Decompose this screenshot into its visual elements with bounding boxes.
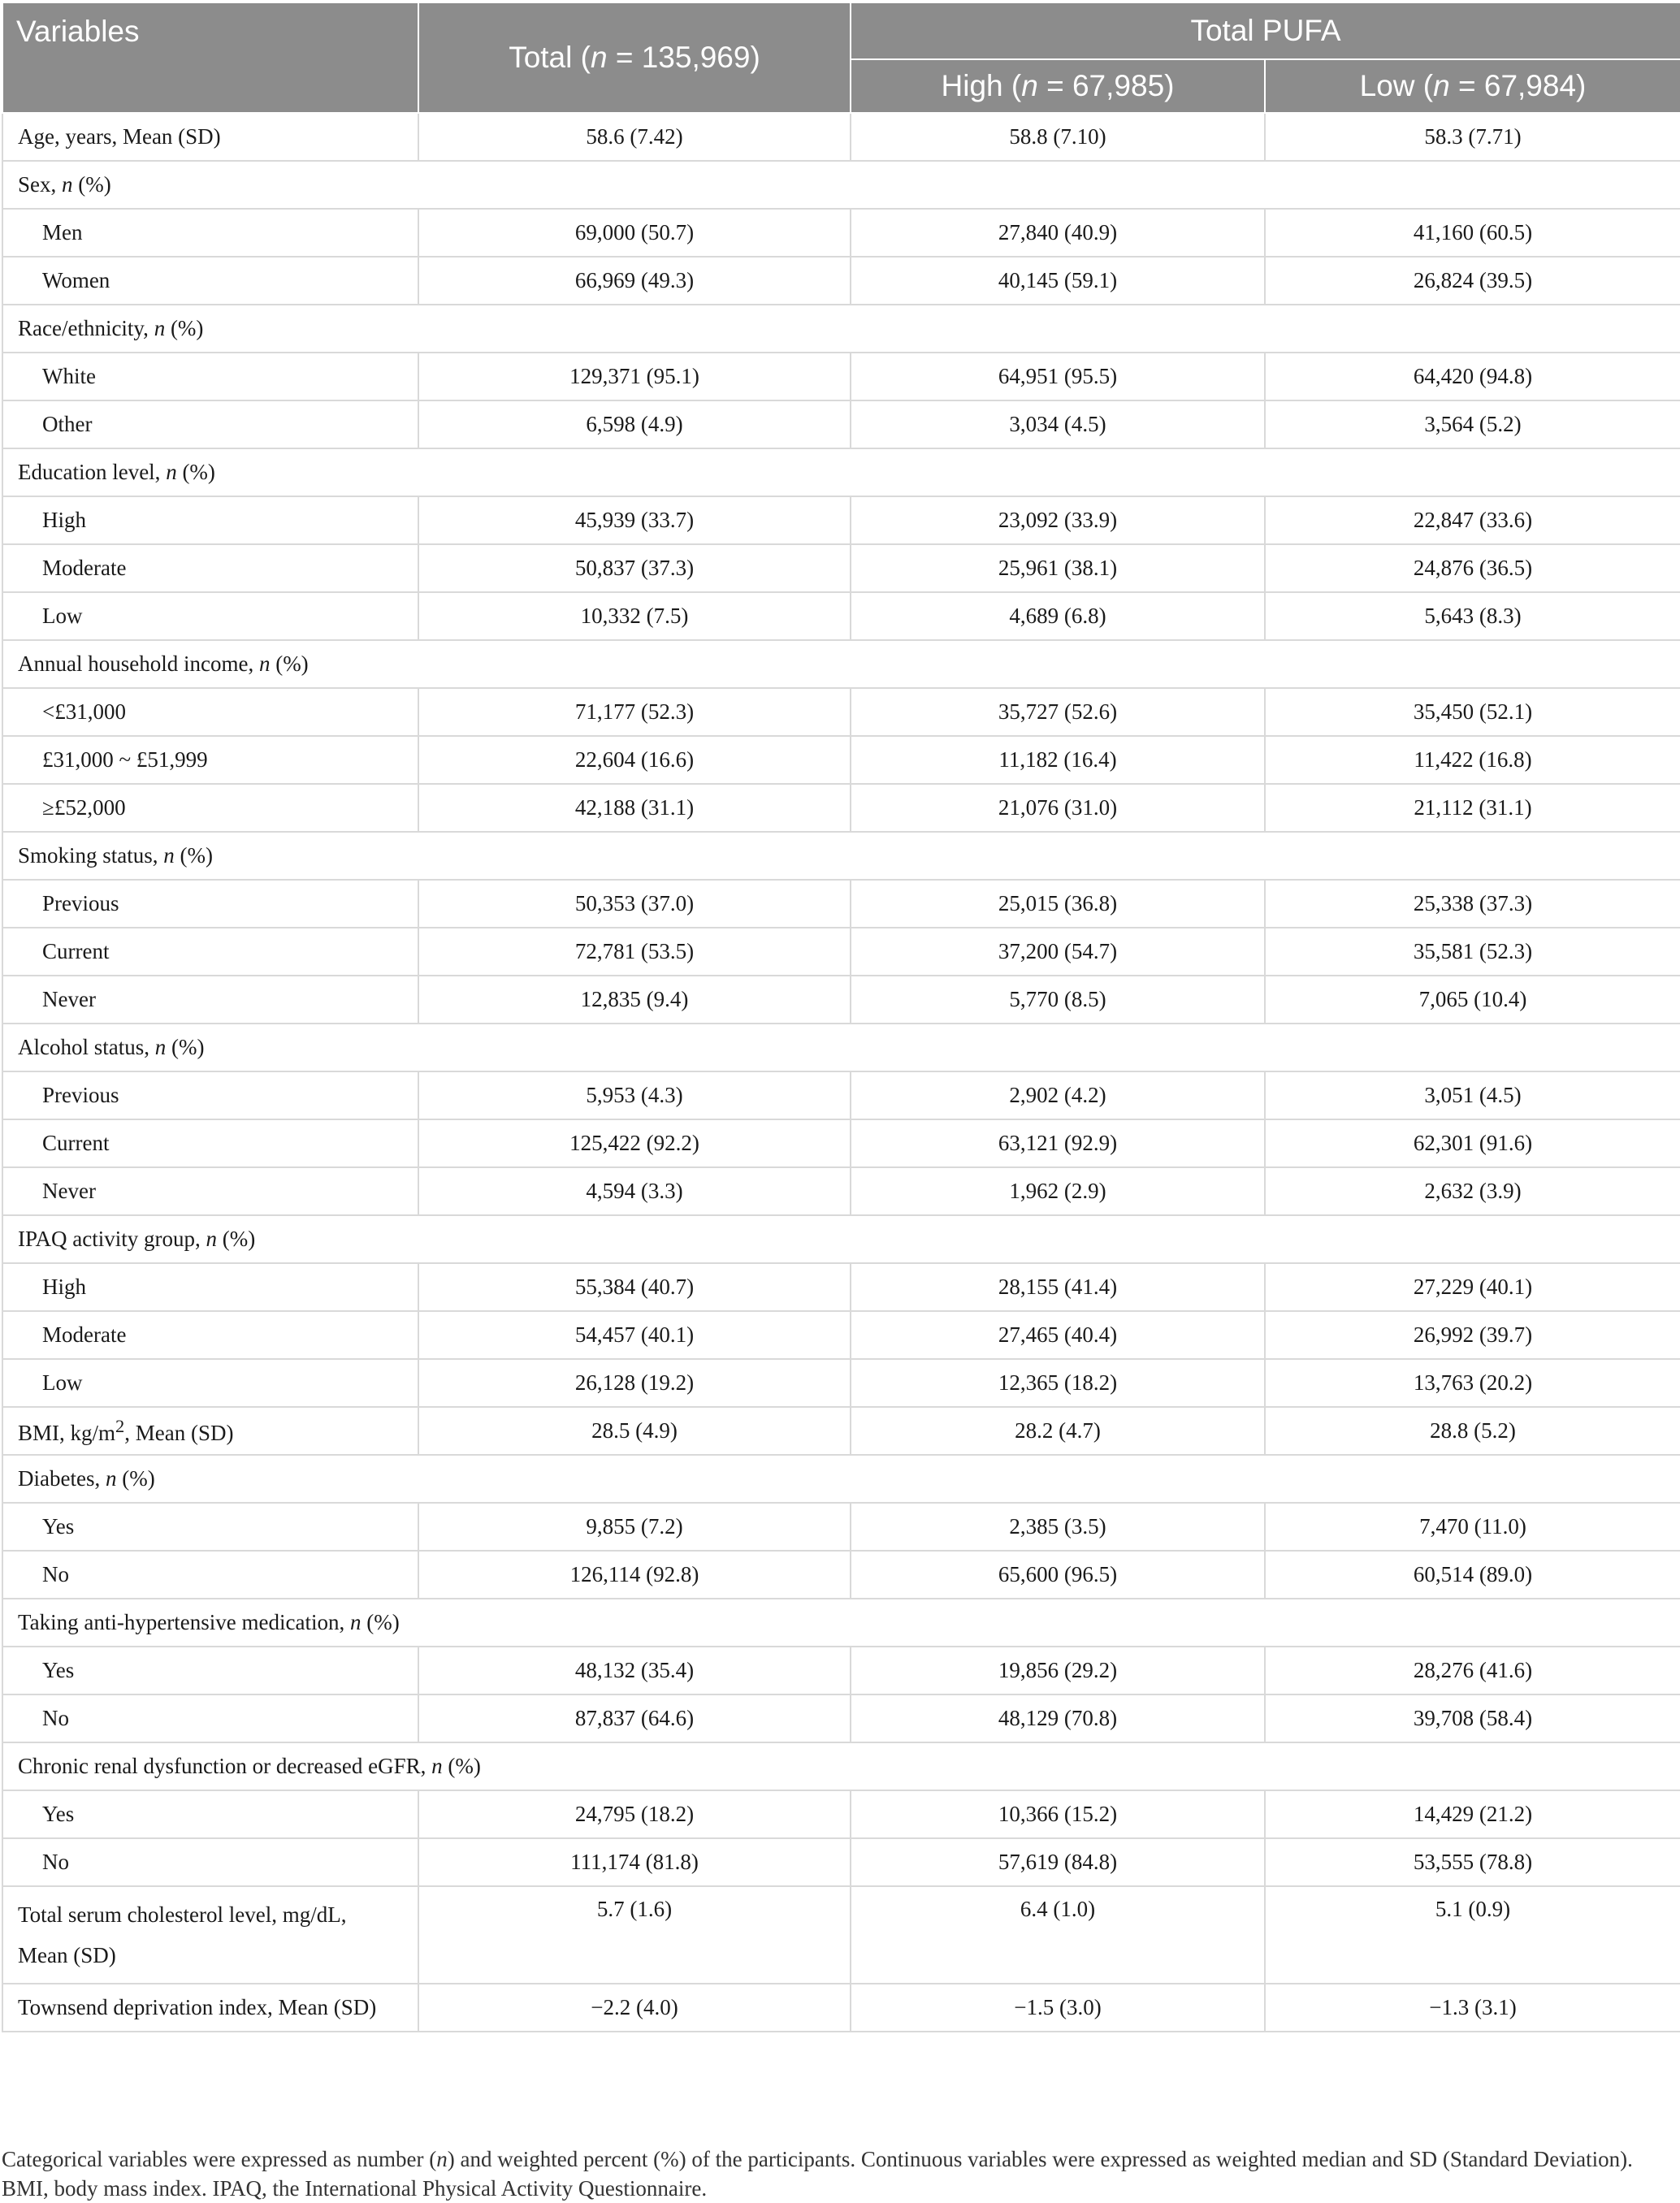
table-row <box>2 976 1680 1024</box>
cell-high: 6.4 (1.0) <box>851 1886 1265 1984</box>
cell-low: 53,555 (78.8) <box>1265 1838 1680 1886</box>
cell-high: 28,155 (41.4) <box>851 1263 1265 1311</box>
row-label <box>2 1742 1680 1790</box>
row-label-text: BMI, kg/m <box>18 1421 116 1445</box>
cell-low: 26,992 (39.7) <box>1265 1311 1680 1359</box>
cell-low: 35,450 (52.1) <box>1265 688 1680 736</box>
cell-low: 5.1 (0.9) <box>1265 1886 1680 1984</box>
row-label: Other <box>2 400 418 448</box>
cell-low: 41,160 (60.5) <box>1265 209 1680 257</box>
table-row <box>2 448 1680 496</box>
table-row <box>2 1742 1680 1790</box>
row-label-suffix: (%) <box>72 172 111 197</box>
table-row <box>2 1647 1680 1694</box>
cell-low: 21,112 (31.1) <box>1265 784 1680 832</box>
cell-high: 63,121 (92.9) <box>851 1119 1265 1167</box>
table-row <box>2 688 1680 736</box>
table-row <box>2 161 1680 209</box>
cell-high: 2,385 (3.5) <box>851 1503 1265 1551</box>
cell-total: 58.6 (7.42) <box>418 113 851 161</box>
row-label-n: n <box>62 172 73 197</box>
row-label: <£31,000 <box>2 688 418 736</box>
table-footnote <box>2 2145 1675 2203</box>
row-label-text: IPAQ activity group, <box>18 1227 206 1251</box>
table-row <box>2 1407 1680 1455</box>
row-label-n: n <box>163 843 175 868</box>
table-row <box>2 400 1680 448</box>
cell-low: 27,229 (40.1) <box>1265 1263 1680 1311</box>
cell-low: 62,301 (91.6) <box>1265 1119 1680 1167</box>
cell-low: 2,632 (3.9) <box>1265 1167 1680 1215</box>
cell-total: 12,835 (9.4) <box>418 976 851 1024</box>
table-row <box>2 880 1680 928</box>
cell-low: 7,470 (11.0) <box>1265 1503 1680 1551</box>
cell-low: 26,824 (39.5) <box>1265 257 1680 305</box>
row-label: High <box>2 496 418 544</box>
row-label: Moderate <box>2 1311 418 1359</box>
cell-low: 7,065 (10.4) <box>1265 976 1680 1024</box>
cell-total: 24,795 (18.2) <box>418 1790 851 1838</box>
row-label: Yes <box>2 1503 418 1551</box>
cell-low: −1.3 (3.1) <box>1265 1984 1680 2032</box>
row-label: Men <box>2 209 418 257</box>
cell-low: 58.3 (7.71) <box>1265 113 1680 161</box>
table-row <box>2 1694 1680 1742</box>
row-label: White <box>2 353 418 400</box>
cell-low: 3,051 (4.5) <box>1265 1071 1680 1119</box>
row-label-n: n <box>154 316 166 340</box>
cell-total: 48,132 (35.4) <box>418 1647 851 1694</box>
cell-high: 23,092 (33.9) <box>851 496 1265 544</box>
table-row <box>2 832 1680 880</box>
row-label: Never <box>2 1167 418 1215</box>
table-row <box>2 784 1680 832</box>
cell-high: 25,015 (36.8) <box>851 880 1265 928</box>
row-label-text: Chronic renal dysfunction or decreased eGFR, <box>18 1754 432 1778</box>
cell-high: 4,689 (6.8) <box>851 592 1265 640</box>
row-label: £31,000 ~ £51,999 <box>2 736 418 784</box>
cell-high: −1.5 (3.0) <box>851 1984 1265 2032</box>
cell-total: 66,969 (49.3) <box>418 257 851 305</box>
table-row <box>2 496 1680 544</box>
row-label-suffix: , Mean (SD) <box>124 1421 234 1445</box>
header-total <box>418 2 851 113</box>
table-row <box>2 1024 1680 1071</box>
cell-high: 21,076 (31.0) <box>851 784 1265 832</box>
cell-total: 10,332 (7.5) <box>418 592 851 640</box>
cell-high: 1,962 (2.9) <box>851 1167 1265 1215</box>
cell-high: 37,200 (54.7) <box>851 928 1265 976</box>
row-label-sup: 2 <box>115 1416 125 1436</box>
cell-total: 6,598 (4.9) <box>418 400 851 448</box>
row-label <box>2 305 1680 353</box>
row-label-text: Diabetes, <box>18 1466 106 1491</box>
row-label-suffix: (%) <box>270 651 309 676</box>
table-row <box>2 1886 1680 1984</box>
footnote-part-2: ) and weighted percent (%) of the participants. Continuous variables were expressed as weighted median and SD (Standard Deviation). BMI, body mass index. IPAQ, the International Physical Activity Questionnaire. <box>2 2147 1633 2201</box>
table-row <box>2 1599 1680 1647</box>
cell-total: 50,837 (37.3) <box>418 544 851 592</box>
row-label: Previous <box>2 1071 418 1119</box>
header-high-label: High ( <box>941 69 1022 102</box>
characteristics-table <box>2 2 1680 2032</box>
header-high-n: n <box>1021 69 1038 102</box>
row-label-n: n <box>105 1466 117 1491</box>
cell-total: 69,000 (50.7) <box>418 209 851 257</box>
table-body <box>2 113 1680 2032</box>
table-header <box>2 2 1680 113</box>
row-label <box>2 1455 1680 1503</box>
header-total-n: n <box>590 41 608 74</box>
row-label: Low <box>2 592 418 640</box>
cell-total: 87,837 (64.6) <box>418 1694 851 1742</box>
cell-total: 125,422 (92.2) <box>418 1119 851 1167</box>
row-label <box>2 448 1680 496</box>
row-label <box>2 640 1680 688</box>
table-row <box>2 1119 1680 1167</box>
row-label-suffix: (%) <box>217 1227 256 1251</box>
table-row <box>2 640 1680 688</box>
table-row <box>2 544 1680 592</box>
row-label: Low <box>2 1359 418 1407</box>
table-row <box>2 113 1680 161</box>
cell-total: 5.7 (1.6) <box>418 1886 851 1984</box>
row-label-n: n <box>431 1754 443 1778</box>
row-label: Women <box>2 257 418 305</box>
cell-high: 64,951 (95.5) <box>851 353 1265 400</box>
table-row <box>2 209 1680 257</box>
header-low-label: Low ( <box>1359 69 1434 102</box>
header-low-count: = 67,984) <box>1449 69 1587 102</box>
cell-high: 10,366 (15.2) <box>851 1790 1265 1838</box>
row-label: High <box>2 1263 418 1311</box>
table-row <box>2 1838 1680 1886</box>
table-row <box>2 928 1680 976</box>
row-label-text: Education level, <box>18 460 167 484</box>
table-row <box>2 1455 1680 1503</box>
row-label-n: n <box>349 1610 362 1634</box>
table-row <box>2 1790 1680 1838</box>
row-label: Current <box>2 928 418 976</box>
table-row <box>2 1311 1680 1359</box>
cell-low: 28.8 (5.2) <box>1265 1407 1680 1455</box>
table-row <box>2 1071 1680 1119</box>
cell-low: 35,581 (52.3) <box>1265 928 1680 976</box>
row-label-line-1: Total serum cholesterol level, mg/dL, <box>18 1902 347 1927</box>
cell-high: 40,145 (59.1) <box>851 257 1265 305</box>
row-label-suffix: (%) <box>176 460 215 484</box>
table-row <box>2 353 1680 400</box>
row-label: Yes <box>2 1790 418 1838</box>
row-label: No <box>2 1838 418 1886</box>
cell-high: 19,856 (29.2) <box>851 1647 1265 1694</box>
row-label-n: n <box>154 1035 167 1059</box>
cell-low: 3,564 (5.2) <box>1265 400 1680 448</box>
table-row <box>2 1215 1680 1263</box>
row-label <box>2 161 1680 209</box>
row-label-suffix: (%) <box>116 1466 155 1491</box>
row-label <box>2 1407 418 1455</box>
footnote-part-1: Categorical variables were expressed as number ( <box>2 2147 437 2171</box>
cell-high: 25,961 (38.1) <box>851 544 1265 592</box>
cell-total: 5,953 (4.3) <box>418 1071 851 1119</box>
header-low-n: n <box>1433 69 1450 102</box>
cell-high: 11,182 (16.4) <box>851 736 1265 784</box>
row-label: Yes <box>2 1647 418 1694</box>
row-label-suffix: (%) <box>166 1035 205 1059</box>
cell-total: 54,457 (40.1) <box>418 1311 851 1359</box>
cell-low: 25,338 (37.3) <box>1265 880 1680 928</box>
cell-high: 58.8 (7.10) <box>851 113 1265 161</box>
row-label: Townsend deprivation index, Mean (SD) <box>2 1984 418 2032</box>
row-label-suffix: (%) <box>165 316 204 340</box>
header-high-count: = 67,985) <box>1037 69 1175 102</box>
row-label: Never <box>2 976 418 1024</box>
table-row <box>2 1551 1680 1599</box>
table-row <box>2 305 1680 353</box>
footnote-n: n <box>436 2147 448 2171</box>
row-label-text: Smoking status, <box>18 843 164 868</box>
header-group: Total PUFA <box>851 2 1680 59</box>
cell-high: 27,840 (40.9) <box>851 209 1265 257</box>
row-label: No <box>2 1551 418 1599</box>
cell-low: 39,708 (58.4) <box>1265 1694 1680 1742</box>
row-label-text: Sex, <box>18 172 62 197</box>
row-label <box>2 832 1680 880</box>
row-label-suffix: (%) <box>442 1754 481 1778</box>
cell-total: 4,594 (3.3) <box>418 1167 851 1215</box>
cell-low: 24,876 (36.5) <box>1265 544 1680 592</box>
row-label <box>2 1024 1680 1071</box>
table-row <box>2 1359 1680 1407</box>
header-high <box>851 59 1265 113</box>
row-label-text: Annual household income, <box>18 651 259 676</box>
cell-total: 50,353 (37.0) <box>418 880 851 928</box>
row-label-suffix: (%) <box>361 1610 400 1634</box>
header-variables: Variables <box>2 2 418 113</box>
row-label: ≥£52,000 <box>2 784 418 832</box>
table-row <box>2 1503 1680 1551</box>
row-label: Previous <box>2 880 418 928</box>
row-label <box>2 1886 418 1984</box>
cell-high: 12,365 (18.2) <box>851 1359 1265 1407</box>
row-label <box>2 1599 1680 1647</box>
cell-high: 5,770 (8.5) <box>851 976 1265 1024</box>
cell-total: 72,781 (53.5) <box>418 928 851 976</box>
cell-high: 3,034 (4.5) <box>851 400 1265 448</box>
row-label <box>2 1215 1680 1263</box>
cell-high: 2,902 (4.2) <box>851 1071 1265 1119</box>
table-row <box>2 257 1680 305</box>
row-label-n: n <box>258 651 271 676</box>
row-label-line-2: Mean (SD) <box>18 1943 116 1967</box>
row-label-text: Race/ethnicity, <box>18 316 154 340</box>
cell-total: 22,604 (16.6) <box>418 736 851 784</box>
header-total-label: Total ( <box>509 41 591 74</box>
cell-total: 71,177 (52.3) <box>418 688 851 736</box>
row-label-suffix: (%) <box>174 843 214 868</box>
row-label: Moderate <box>2 544 418 592</box>
cell-low: 64,420 (94.8) <box>1265 353 1680 400</box>
cell-total: 42,188 (31.1) <box>418 784 851 832</box>
cell-high: 28.2 (4.7) <box>851 1407 1265 1455</box>
table-row <box>2 1263 1680 1311</box>
cell-total: 55,384 (40.7) <box>418 1263 851 1311</box>
cell-total: 111,174 (81.8) <box>418 1838 851 1886</box>
cell-high: 48,129 (70.8) <box>851 1694 1265 1742</box>
row-label: No <box>2 1694 418 1742</box>
cell-total: 9,855 (7.2) <box>418 1503 851 1551</box>
row-label: Age, years, Mean (SD) <box>2 113 418 161</box>
cell-total: 28.5 (4.9) <box>418 1407 851 1455</box>
cell-total: 26,128 (19.2) <box>418 1359 851 1407</box>
cell-high: 35,727 (52.6) <box>851 688 1265 736</box>
cell-total: 45,939 (33.7) <box>418 496 851 544</box>
row-label-text: Taking anti-hypertensive medication, <box>18 1610 350 1634</box>
cell-low: 28,276 (41.6) <box>1265 1647 1680 1694</box>
cell-total: 126,114 (92.8) <box>418 1551 851 1599</box>
table-row <box>2 1167 1680 1215</box>
cell-low: 13,763 (20.2) <box>1265 1359 1680 1407</box>
row-label-n: n <box>206 1227 217 1251</box>
cell-high: 27,465 (40.4) <box>851 1311 1265 1359</box>
cell-low: 5,643 (8.3) <box>1265 592 1680 640</box>
row-label-text: Alcohol status, <box>18 1035 155 1059</box>
cell-low: 11,422 (16.8) <box>1265 736 1680 784</box>
cell-high: 57,619 (84.8) <box>851 1838 1265 1886</box>
header-total-count: = 135,969) <box>607 41 760 74</box>
cell-total: 129,371 (95.1) <box>418 353 851 400</box>
row-label-n: n <box>166 460 177 484</box>
table-row <box>2 736 1680 784</box>
cell-low: 22,847 (33.6) <box>1265 496 1680 544</box>
cell-high: 65,600 (96.5) <box>851 1551 1265 1599</box>
cell-total: −2.2 (4.0) <box>418 1984 851 2032</box>
header-low <box>1265 59 1680 113</box>
table-row <box>2 592 1680 640</box>
row-label: Current <box>2 1119 418 1167</box>
cell-low: 60,514 (89.0) <box>1265 1551 1680 1599</box>
table-row <box>2 1984 1680 2032</box>
cell-low: 14,429 (21.2) <box>1265 1790 1680 1838</box>
